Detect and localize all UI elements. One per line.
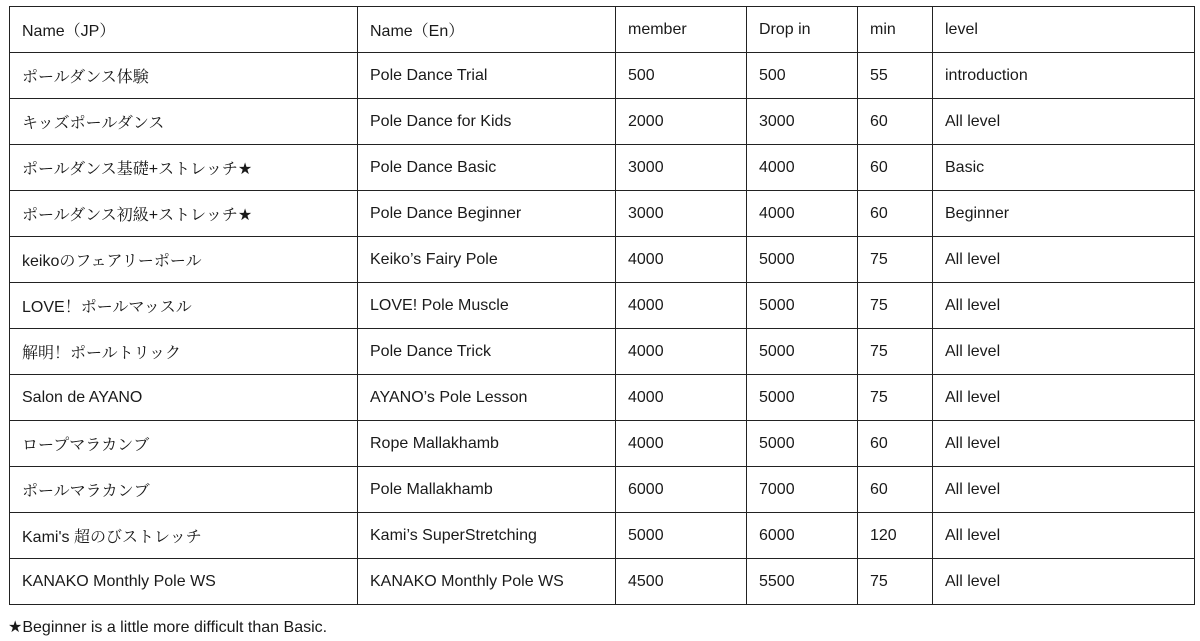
cell-name-jp: ポールダンス体験	[10, 53, 358, 99]
table-row	[10, 237, 1195, 283]
cell-name-jp: ポールダンス初級+ストレッチ★	[10, 191, 358, 237]
cell-level: All level	[933, 513, 1195, 559]
cell-min: 60	[858, 467, 933, 513]
cell-min: 75	[858, 559, 933, 605]
cell-name-en: Pole Dance Trick	[358, 329, 616, 375]
cell-drop-in: 4000	[747, 191, 858, 237]
cell-name-en: Rope Mallakhamb	[358, 421, 616, 467]
cell-name-jp: ロープマラカンブ	[10, 421, 358, 467]
table-row	[10, 421, 1195, 467]
cell-name-en: AYANO’s Pole Lesson	[358, 375, 616, 421]
cell-name-en: Pole Dance Trial	[358, 53, 616, 99]
cell-member: 6000	[616, 467, 747, 513]
cell-level: introduction	[933, 53, 1195, 99]
cell-drop-in: 5000	[747, 283, 858, 329]
header-cell-member: member	[616, 7, 747, 53]
cell-member: 4000	[616, 237, 747, 283]
cell-name-jp: keikoのフェアリーポール	[10, 237, 358, 283]
cell-name-jp: LOVE！ポールマッスル	[10, 283, 358, 329]
cell-level: Beginner	[933, 191, 1195, 237]
cell-drop-in: 4000	[747, 145, 858, 191]
cell-min: 75	[858, 375, 933, 421]
cell-member: 3000	[616, 145, 747, 191]
cell-min: 75	[858, 329, 933, 375]
cell-name-jp: KANAKO Monthly Pole WS	[10, 559, 358, 605]
cell-level: All level	[933, 375, 1195, 421]
cell-member: 500	[616, 53, 747, 99]
cell-name-en: LOVE! Pole Muscle	[358, 283, 616, 329]
cell-name-jp: Salon de AYANO	[10, 375, 358, 421]
cell-name-en: Pole Dance Basic	[358, 145, 616, 191]
cell-member: 4000	[616, 329, 747, 375]
cell-member: 3000	[616, 191, 747, 237]
cell-drop-in: 3000	[747, 99, 858, 145]
cell-drop-in: 5000	[747, 375, 858, 421]
footnote: ★Beginner is a little more difficult than Basic.	[8, 619, 328, 636]
cell-min: 60	[858, 145, 933, 191]
cell-name-en: Pole Mallakhamb	[358, 467, 616, 513]
table-row	[10, 283, 1195, 329]
table-row	[10, 99, 1195, 145]
cell-level: Basic	[933, 145, 1195, 191]
cell-member: 4000	[616, 421, 747, 467]
cell-name-en: Keiko’s Fairy Pole	[358, 237, 616, 283]
cell-drop-in: 5000	[747, 237, 858, 283]
cell-name-en: KANAKO Monthly Pole WS	[358, 559, 616, 605]
cell-member: 2000	[616, 99, 747, 145]
header-cell-min: min	[858, 7, 933, 53]
cell-level: All level	[933, 237, 1195, 283]
table-row	[10, 513, 1195, 559]
header-cell-drop-in: Drop in	[747, 7, 858, 53]
header-cell-name-en: Name（En）	[358, 7, 616, 53]
cell-min: 55	[858, 53, 933, 99]
header-cell-name-jp: Name（JP）	[10, 7, 358, 53]
cell-level: All level	[933, 467, 1195, 513]
table-row	[10, 145, 1195, 191]
cell-name-jp: キッズポールダンス	[10, 99, 358, 145]
cell-drop-in: 500	[747, 53, 858, 99]
cell-member: 4000	[616, 375, 747, 421]
cell-drop-in: 5000	[747, 421, 858, 467]
table-row	[10, 375, 1195, 421]
table-row	[10, 467, 1195, 513]
cell-name-jp: ポールダンス基礎+ストレッチ★	[10, 145, 358, 191]
table-row	[10, 329, 1195, 375]
cell-min: 60	[858, 191, 933, 237]
cell-name-jp: 解明！ポールトリック	[10, 329, 358, 375]
cell-min: 75	[858, 283, 933, 329]
cell-member: 4000	[616, 283, 747, 329]
cell-level: All level	[933, 421, 1195, 467]
table-row	[10, 53, 1195, 99]
table-row	[10, 191, 1195, 237]
table-row	[10, 559, 1195, 605]
cell-member: 5000	[616, 513, 747, 559]
cell-name-jp: ポールマラカンブ	[10, 467, 358, 513]
table-header-row	[10, 7, 1195, 53]
cell-name-en: Kami’s SuperStretching	[358, 513, 616, 559]
cell-member: 4500	[616, 559, 747, 605]
cell-min: 120	[858, 513, 933, 559]
cell-level: All level	[933, 329, 1195, 375]
cell-drop-in: 6000	[747, 513, 858, 559]
cell-name-en: Pole Dance for Kids	[358, 99, 616, 145]
cell-name-en: Pole Dance Beginner	[358, 191, 616, 237]
cell-min: 60	[858, 99, 933, 145]
header-cell-level: level	[933, 7, 1195, 53]
cell-drop-in: 5500	[747, 559, 858, 605]
table-body	[10, 7, 1195, 605]
cell-name-jp: Kami's 超のびストレッチ	[10, 513, 358, 559]
cell-level: All level	[933, 559, 1195, 605]
cell-level: All level	[933, 99, 1195, 145]
cell-min: 75	[858, 237, 933, 283]
cell-drop-in: 7000	[747, 467, 858, 513]
cell-drop-in: 5000	[747, 329, 858, 375]
cell-level: All level	[933, 283, 1195, 329]
class-price-table	[9, 6, 1195, 605]
cell-min: 60	[858, 421, 933, 467]
